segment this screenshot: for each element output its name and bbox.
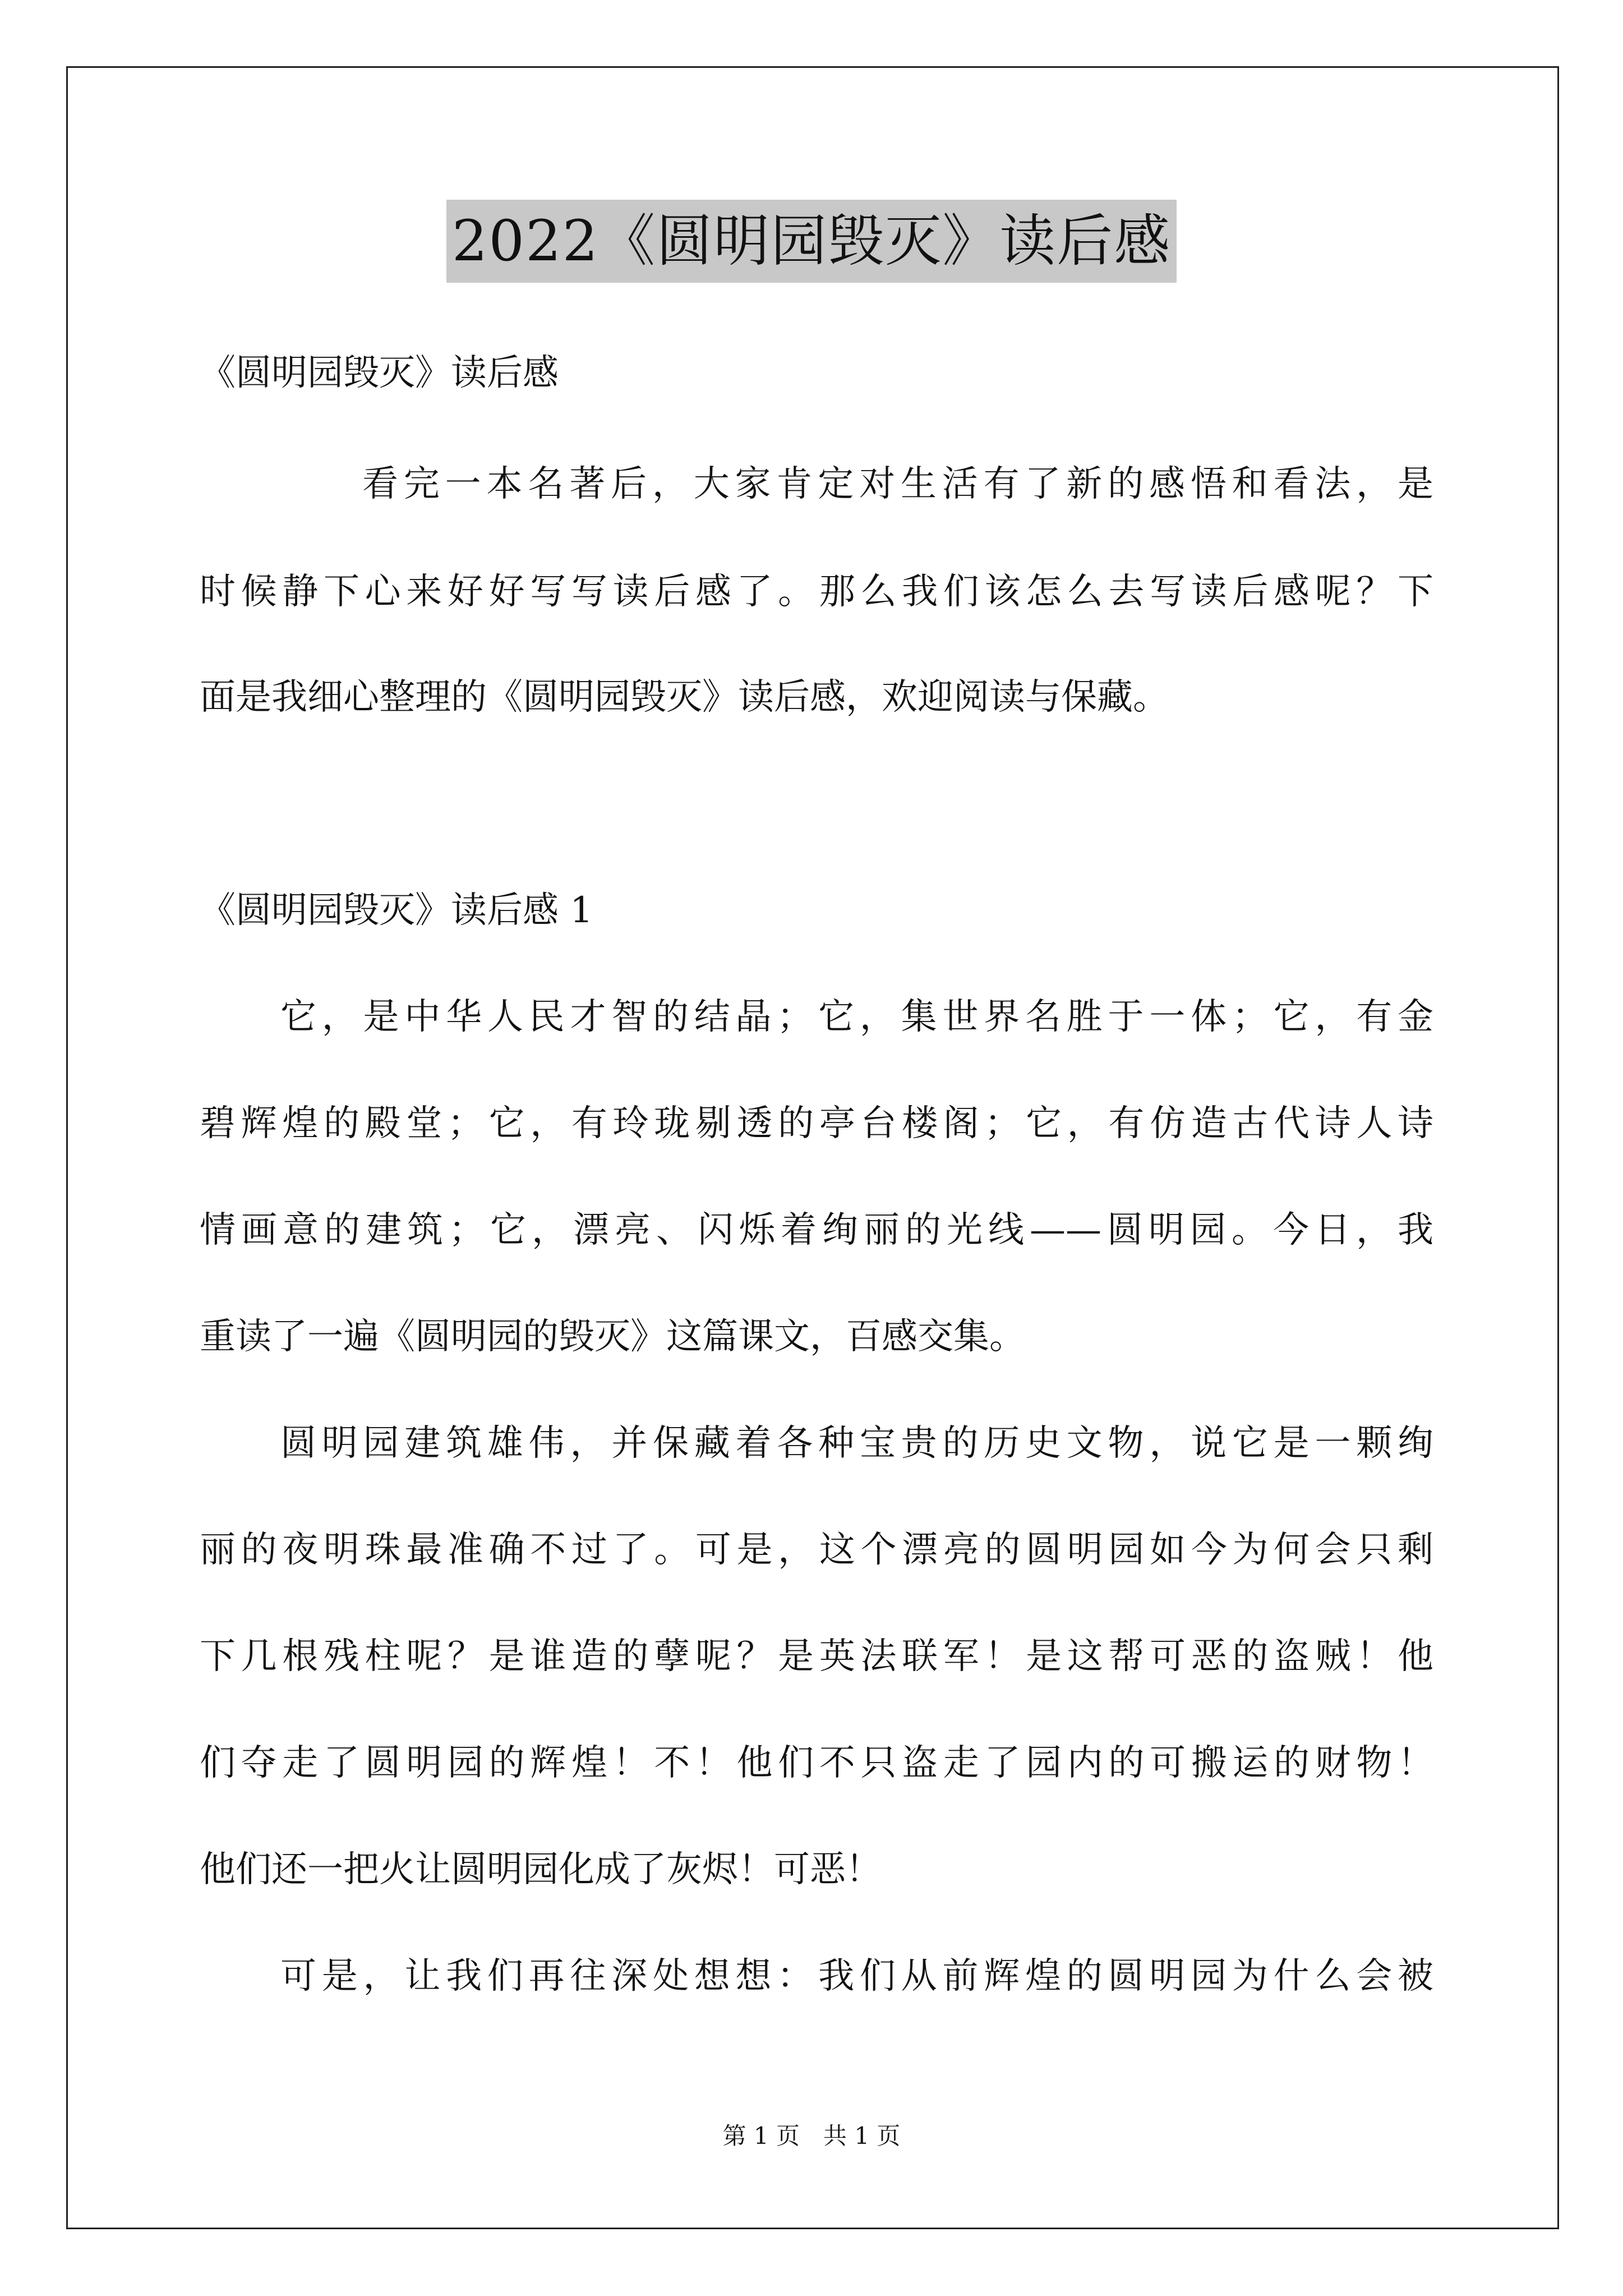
paragraph-line: 下几根残柱呢？是谁造的孽呢？是英法联军！是这帮可恶的盗贼！他 (200, 1636, 1433, 1677)
title-container (0, 200, 1623, 283)
paragraph-line: 们夺走了圆明园的辉煌！不！他们不只盗走了园内的可搬运的财物！ (200, 1742, 1433, 1784)
intro-line: 面是我细心整理的《圆明园毁灭》读后感，欢迎阅读与保藏。 (200, 677, 1169, 718)
document-subtitle: 《圆明园毁灭》读后感 (200, 352, 559, 394)
intro-line: 看完一本名著后，大家肯定对生活有了新的感悟和看法，是 (362, 463, 1433, 505)
page-footer: 第 1 页 共 1 页 (722, 2122, 901, 2150)
paragraph-line: 碧辉煌的殿堂；它，有玲珑剔透的亭台楼阁；它，有仿造古代诗人诗 (200, 1103, 1433, 1144)
paragraph-line: 丽的夜明珠最准确不过了。可是，这个漂亮的圆明园如今为何会只剩 (200, 1529, 1433, 1571)
paragraph-line: 圆明园建筑雄伟，并保藏着各种宝贵的历史文物，说它是一颗绚 (280, 1423, 1433, 1464)
section-heading: 《圆明园毁灭》读后感 1 (200, 890, 593, 931)
paragraph-line: 情画意的建筑；它，漂亮、闪烁着绚丽的光线——圆明园。今日，我 (200, 1209, 1433, 1251)
document-title: 2022《圆明园毁灭》读后感 (446, 200, 1177, 283)
paragraph-line: 他们还一把火让圆明园化成了灰烬！可恶！ (200, 1849, 882, 1890)
intro-line: 时候静下心来好好写写读后感了。那么我们该怎么去写读后感呢？下 (200, 571, 1433, 613)
paragraph-line: 可是，让我们再往深处想想：我们从前辉煌的圆明园为什么会被 (280, 1955, 1433, 1997)
paragraph-line: 重读了一遍《圆明园的毁灭》这篇课文，百感交集。 (200, 1316, 1025, 1358)
paragraph-line: 它，是中华人民才智的结晶；它，集世界名胜于一体；它，有金 (280, 996, 1433, 1038)
